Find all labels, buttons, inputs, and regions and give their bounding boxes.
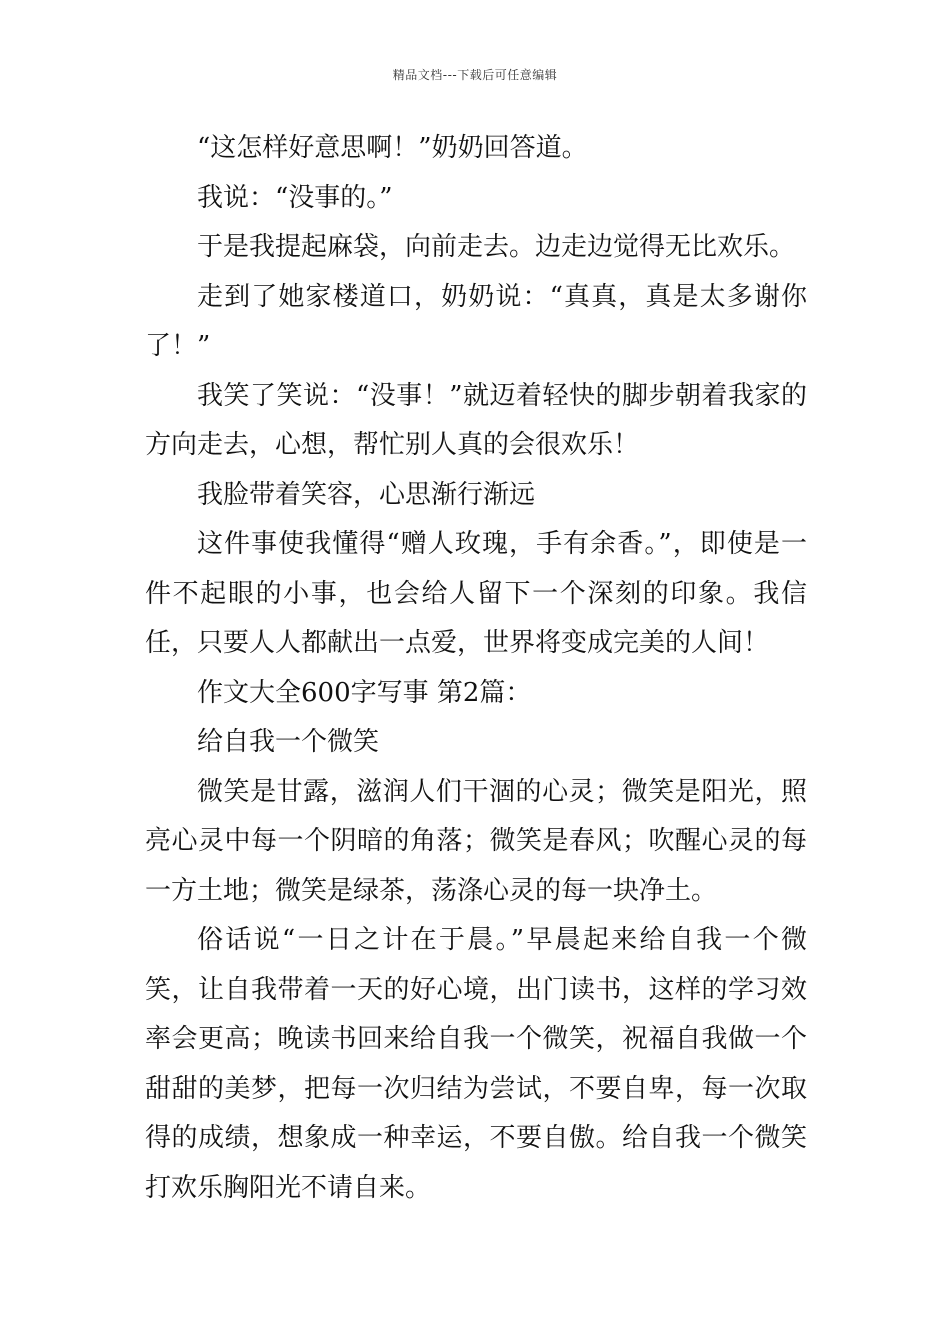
page-header: 精品文档---下载后可任意编辑 bbox=[392, 68, 558, 82]
paragraph: 这件事使我懂得“赠人玫瑰，手有余香。”，即使是一件不起眼的小事，也会给人留下一个深刻的印象。我信任，只要人人都献出一点爱，世界将变成完美的人间！ bbox=[145, 529, 807, 658]
paragraph: 俗话说“一日之计在于晨。”早晨起来给自我一个微笑，让自我带着一天的好心境，出门读书，这样的学习效率会更高；晚读书回来给自我一个微笑，祝福自我做一个甜甜的美梦，把每一次归结为尝试，不要自卑，每一次取得的成绩，想象成一种幸运，不要自傲。给自我一个微笑打欢乐胸阳光不请自来。 bbox=[145, 925, 807, 1203]
paragraph: 于是我提起麻袋，向前走去。边走边觉得无比欢乐。 bbox=[197, 232, 796, 262]
section-heading: 作文大全600字写事 第2篇： bbox=[197, 677, 532, 708]
paragraph: “这怎样好意思啊！”奶奶回答道。 bbox=[197, 133, 588, 163]
essay-title: 给自我一个微笑 bbox=[197, 727, 380, 757]
paragraph: 我脸带着笑容，心思渐行渐远 bbox=[197, 479, 536, 510]
paragraph: 微笑是甘露，滋润人们干涸的心灵；微笑是阳光，照亮心灵中每一个阴暗的角落；微笑是春风；吹醒心灵的每一方土地；微笑是绿茶，荡涤心灵的每一块净土。 bbox=[145, 776, 807, 906]
paragraph: 走到了她家楼道口，奶奶说：“真真，真是太多谢你了！” bbox=[145, 281, 807, 361]
paragraph: 我说：“没事的。” bbox=[197, 182, 393, 213]
paragraph: 我笑了笑说：“没事！”就迈着轻快的脚步朝着我家的方向走去，心想，帮忙别人真的会很欢乐！ bbox=[145, 380, 807, 460]
document-body bbox=[145, 124, 807, 1213]
